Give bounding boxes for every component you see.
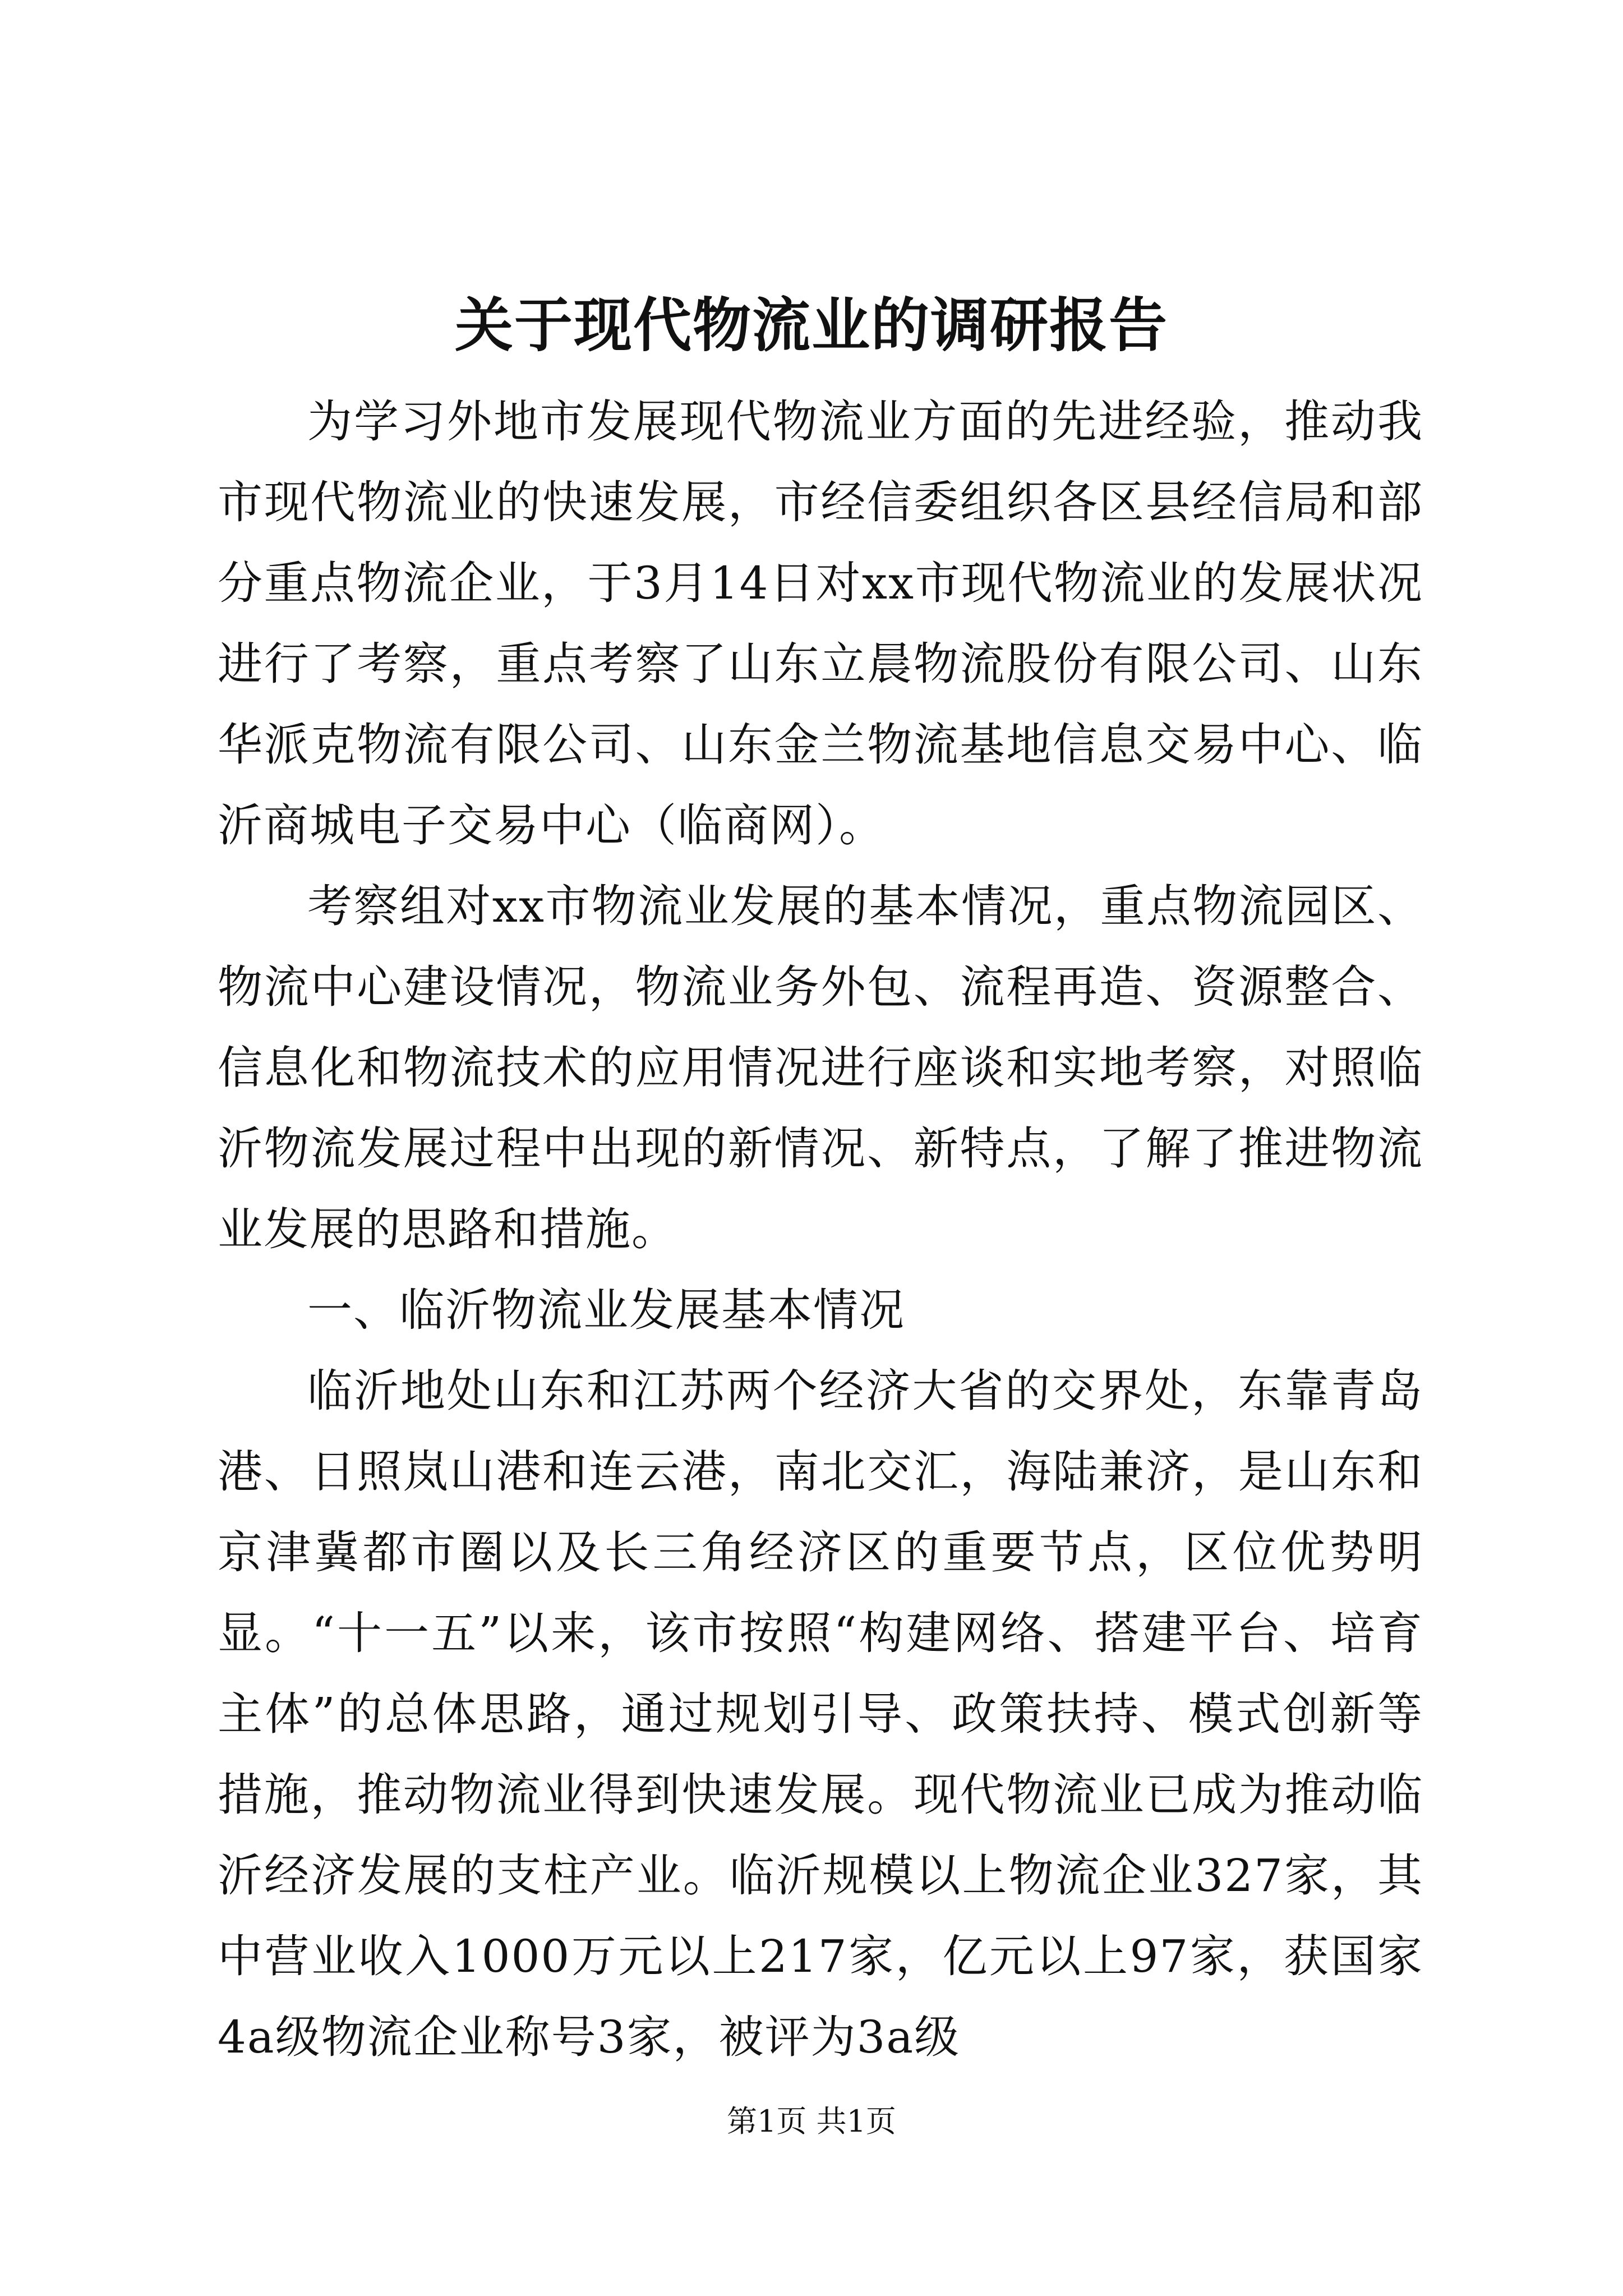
paragraph-inspection: 考察组对xx市物流业发展的基本情况，重点物流园区、物流中心建设情况，物流业务外包、流程再造、资源整合、信息化和物流技术的应用情况进行座谈和实地考察，对照临沂物流发展过程中出现的新情况、新特点，了解了推进物流业发展的思路和措施。: [218, 880, 1423, 1255]
document-body: [218, 381, 1423, 2078]
section-heading-1: 一、临沂物流业发展基本情况: [307, 1284, 905, 1336]
paragraph-linyi-overview: 临沂地处山东和江苏两个经济大省的交界处，东靠青岛港、日照岚山港和连云港，南北交汇，海陆兼济，是山东和京津冀都市圈以及长三角经济区的重要节点，区位优势明显。“十一五”以来，该市按照“构建网络、搭建平台、培育主体”的总体思路，通过规划引导、政策扶持、模式创新等措施，推动物流业得到快速发展。现代物流业已成为推动临沂经济发展的支柱产业。临沂规模以上物流企业327家，其中营业收入1000万元以上217家，亿元以上97家，获国家4a级物流企业称号3家，被评为3a级: [218, 1365, 1423, 2063]
paragraph-intro: 为学习外地市发展现代物流业方面的先进经验，推动我市现代物流业的快速发展，市经信委组织各区县经信局和部分重点物流企业，于3月14日对xx市现代物流业的发展状况进行了考察，重点考察了山东立晨物流股份有限公司、山东华派克物流有限公司、山东金兰物流基地信息交易中心、临沂商城电子交易中心（临商网）。: [218, 395, 1423, 852]
page-footer: 第1页 共1页: [727, 2104, 896, 2139]
document-title: 关于现代物流业的调研报告: [454, 291, 1168, 360]
